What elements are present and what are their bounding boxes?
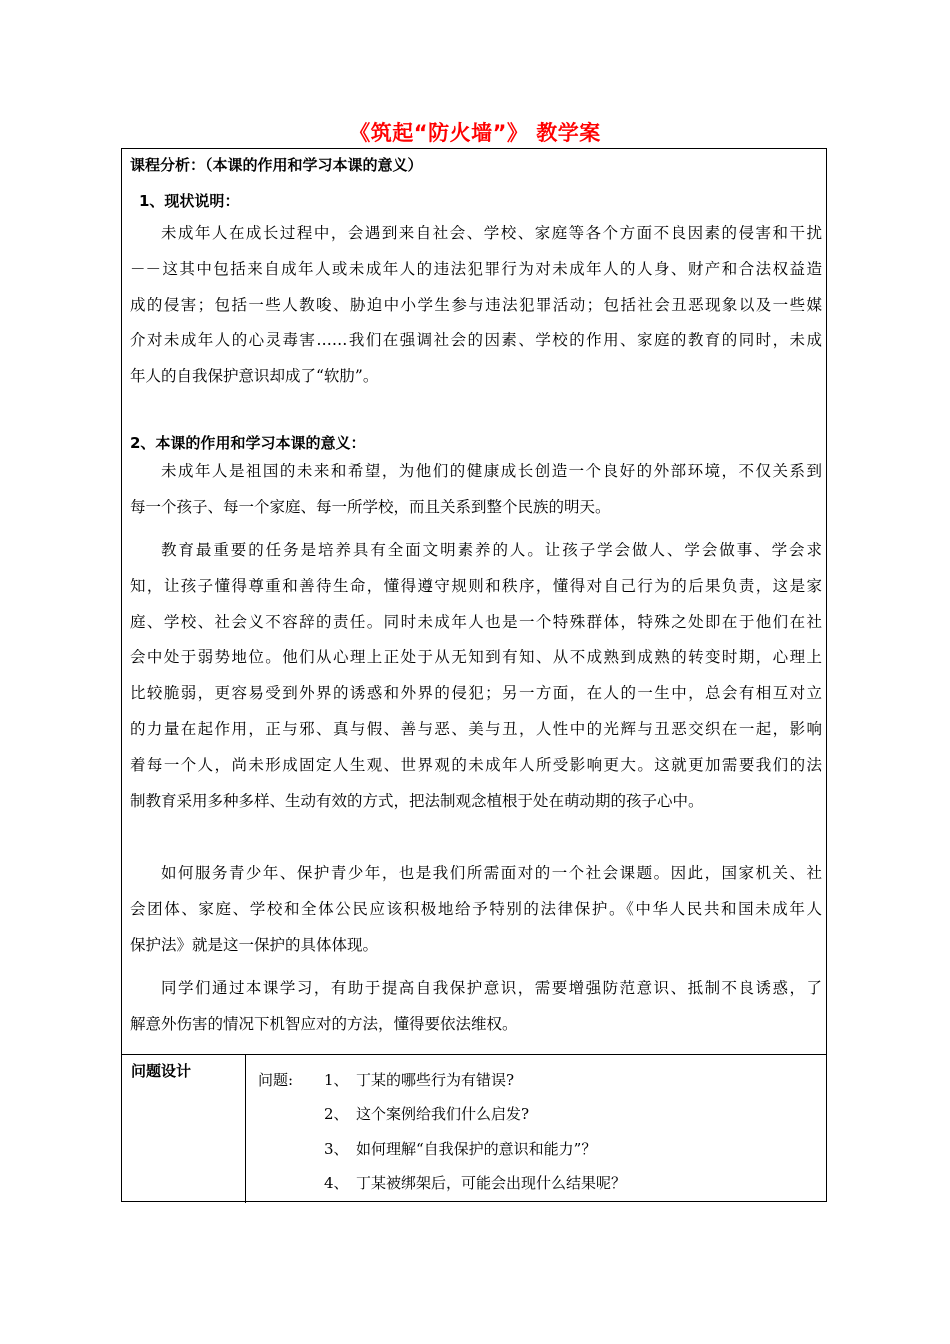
lesson-plan-table: [121, 148, 827, 1202]
question-text: 如何理解“自我保护的意识和能力”？: [356, 1140, 597, 1158]
question-item: [324, 1069, 514, 1090]
question-number: 2、: [324, 1105, 349, 1123]
paragraph-line: 年人的自我保护意识却成了“软肋”。: [130, 367, 379, 386]
question-text: 丁某被绑架后，可能会出现什么结果呢？: [356, 1174, 627, 1192]
section1-paragraph: [130, 216, 822, 395]
question-item: [324, 1103, 529, 1124]
paragraph-line: 庭、学校、社会义不容辞的责任。同时未成年人也是一个特殊群体，特殊之处即在于他们在社: [130, 612, 822, 631]
paragraph-line: 成的侵害；包括一些人教唆、胁迫中小学生参与违法犯罪活动；包括社会丑恶现象以及一些媒: [130, 295, 822, 314]
question-number: 3、: [324, 1140, 349, 1158]
paragraph-line: 教育最重要的任务是培养具有全面文明素养的人。让孩子学会做人、学会做事、学会求: [161, 541, 822, 559]
section2-paragraph-1: [130, 454, 822, 526]
paragraph-line: 会中处于弱势地位。他们从心理上正处于从无知到有知、从不成熟到成熟的转变时期，心理上: [130, 648, 822, 667]
paragraph-line: 未成年人是祖国的未来和希望，为他们的健康成长创造一个良好的外部环境，不仅关系到: [161, 462, 822, 480]
question-design-label: 问题设计: [131, 1062, 192, 1080]
course-analysis-cell: [122, 149, 826, 1055]
paragraph-line: 着每一个人，尚未形成固定人生观、世界观的未成年人所受影响更大。这就更加需要我们的法: [130, 755, 822, 774]
question-text: 这个案例给我们什么启发?: [356, 1105, 530, 1123]
question-number: 4、: [324, 1174, 349, 1192]
paragraph-line: －－这其中包括来自成年人或未成年人的违法犯罪行为对未成年人的人身、财产和合法权益造: [130, 259, 822, 278]
section2-paragraph-2: [130, 533, 822, 819]
course-analysis-heading: 课程分析：（本课的作用和学习本课的意义）: [130, 156, 423, 174]
question-design-cell: [246, 1055, 828, 1203]
paragraph-line: 未成年人在成长过程中，会遇到来自社会、学校、家庭等各个方面不良因素的侵害和干扰: [161, 224, 822, 242]
paragraph-line: 知，让孩子懂得尊重和善待生命，懂得遵守规则和秩序，懂得对自己行为的后果负责，这是家: [130, 576, 822, 595]
section2-heading: 2、本课的作用和学习本课的意义：: [130, 434, 366, 452]
section1-heading: 1、现状说明：: [139, 192, 240, 210]
paragraph-line: 的力量在起作用，正与邪、真与假、善与恶、美与丑，人性中的光辉与丑恶交织在一起，影响: [130, 719, 822, 738]
section2-paragraph-3: [130, 856, 822, 963]
paragraph-line: 保护法》就是这一保护的具体体现。: [130, 935, 379, 954]
paragraph-line: 制教育采用多种多样、生动有效的方式，把法制观念植根于处在萌动期的孩子心中。: [130, 791, 704, 810]
document-title: 《筑起“防火墙”》 教学案: [349, 121, 601, 145]
paragraph-line: 如何服务青少年、保护青少年，也是我们所需面对的一个社会课题。因此，国家机关、社: [161, 864, 822, 882]
paragraph-line: 每一个孩子、每一个家庭、每一所学校，而且关系到整个民族的明天。: [130, 497, 611, 516]
paragraph-line: 介对未成年人的心灵毒害……我们在强调社会的因素、学校的作用、家庭的教育的同时，未成: [130, 331, 822, 350]
questions-prefix: 问题:: [258, 1071, 294, 1089]
paragraph-line: 会团体、家庭、学校和全体公民应该积极地给予特别的法律保护。《中华人民共和国未成年人: [130, 899, 822, 918]
question-item: [324, 1172, 626, 1193]
paragraph-line: 比较脆弱，更容易受到外界的诱惑和外界的侵犯；另一方面，在人的一生中，总会有相互对立: [130, 684, 822, 703]
question-number: 1、: [324, 1071, 349, 1089]
question-text: 丁某的哪些行为有错误?: [356, 1071, 515, 1089]
question-item: [324, 1138, 596, 1159]
paragraph-line: 同学们通过本课学习，有助于提高自我保护意识，需要增强防范意识、抵制不良诱惑，了: [161, 979, 822, 997]
paragraph-line: 解意外伤害的情况下机智应对的方法，懂得要依法维权。: [130, 1014, 518, 1033]
section2-paragraph-4: [130, 971, 822, 1043]
